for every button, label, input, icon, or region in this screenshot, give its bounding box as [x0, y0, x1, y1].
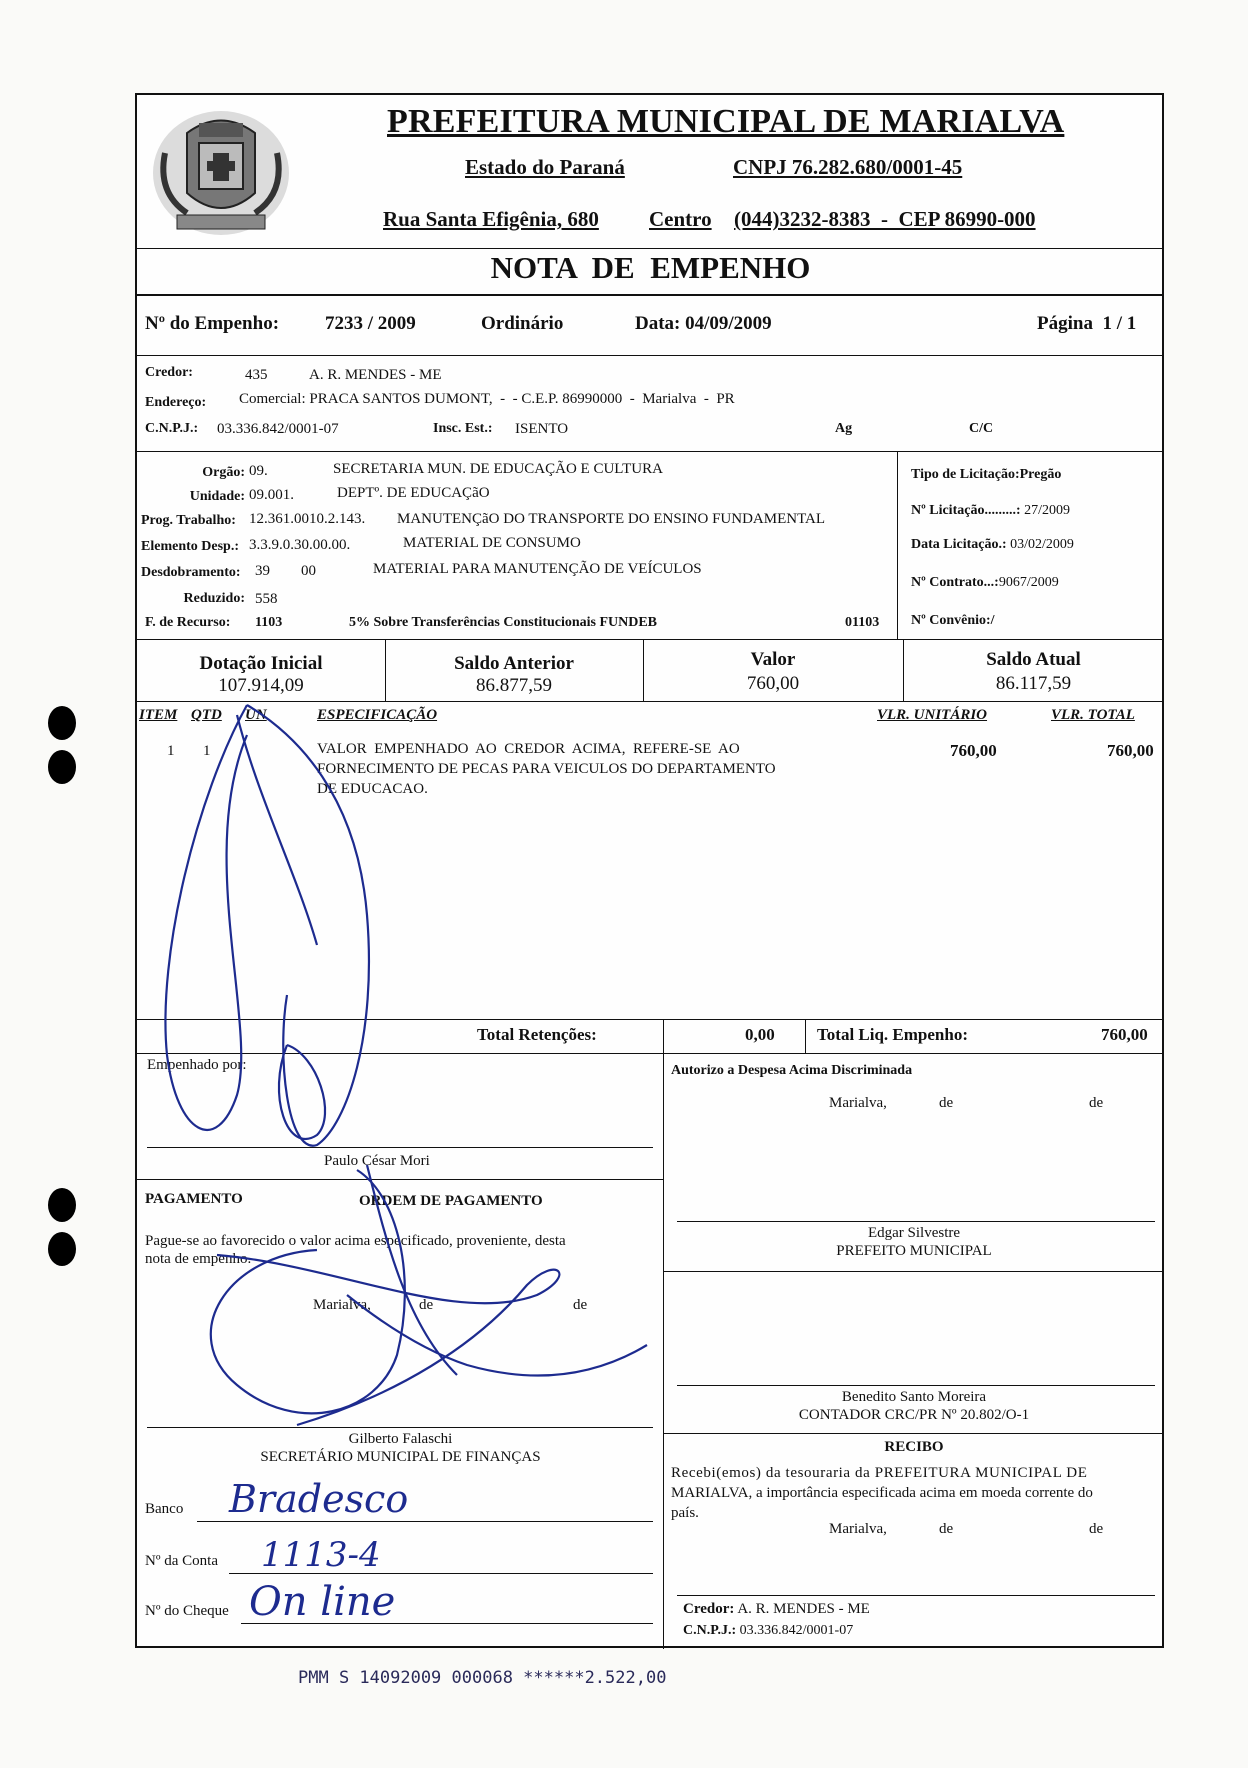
ag-label: Ag — [835, 421, 853, 436]
credor-cnpj: 03.336.842/0001-07 — [217, 421, 339, 437]
orgao-name: SECRETARIA MUN. DE EDUCAÇÃO E CULTURA — [333, 461, 663, 477]
header-cnpj: CNPJ 76.282.680/0001-45 — [733, 155, 963, 179]
pagamento-city: Marialva, — [313, 1297, 371, 1313]
orgao-code: 09. — [249, 463, 268, 479]
data-licitacao-label: Data Licitação.: — [911, 537, 1007, 552]
col-qtd: QTD — [191, 707, 222, 723]
desdobramento-label: Desdobramento: — [141, 565, 241, 580]
reduzido-label: Reduzido: — [183, 591, 245, 606]
contrato-label: Nº Contrato...: — [911, 575, 999, 590]
empenho-type: Ordinário — [481, 313, 564, 334]
punch-hole — [48, 1232, 76, 1266]
elemento-label: Elemento Desp.: — [141, 539, 239, 554]
saldo-atual-value: 86.117,59 — [995, 673, 1072, 694]
recibo-credor-name: A. R. MENDES - ME — [737, 1601, 870, 1617]
convenio: Nº Convênio:/ — [911, 613, 995, 628]
conta-label: Nº da Conta — [145, 1553, 218, 1569]
unidade-code: 09.001. — [249, 487, 294, 503]
punch-hole — [48, 750, 76, 784]
header-phone-cep: (044)3232-8383 - CEP 86990-000 — [734, 207, 1036, 231]
ordem-pagamento-label: ORDEM DE PAGAMENTO — [359, 1193, 543, 1209]
address-label: Endereço: — [145, 395, 207, 410]
valor-value: 760,00 — [746, 673, 800, 694]
recibo-cnpj-label: C.N.P.J.: — [683, 1623, 737, 1638]
autorizo-label: Autorizo a Despesa Acima Discriminada — [671, 1063, 913, 1078]
reduzido-value: 558 — [255, 591, 278, 607]
document-title: NOTA DE EMPENHO — [490, 250, 811, 285]
contador-cargo: CONTADOR CRC/PR Nº 20.802/O-1 — [798, 1407, 1030, 1423]
recibo-text: país. — [671, 1505, 699, 1521]
insc-label: Insc. Est.: — [433, 421, 493, 436]
empenho-number: 7233 / 2009 — [325, 313, 416, 334]
autorizo-de: de — [939, 1095, 954, 1111]
tipo-licitacao: Tipo de Licitação:Pregão — [911, 467, 1062, 482]
dotacao-value: 107.914,09 — [218, 675, 304, 696]
header-street: Rua Santa Efigênia, 680 — [383, 207, 599, 231]
saldo-anterior-value: 86.877,59 — [476, 675, 552, 696]
item-spec-line: VALOR EMPENHADO AO CREDOR ACIMA, REFERE-SE AO — [317, 741, 740, 757]
prog-name: MANUTENÇãO DO TRANSPORTE DO ENSINO FUNDAMENTAL — [397, 511, 826, 527]
credor-code: 435 — [245, 367, 268, 383]
header-state: Estado do Paraná — [465, 155, 625, 179]
pagamento-de: de — [573, 1297, 588, 1313]
desdobramento-sub: 00 — [301, 563, 316, 579]
numero-licitacao-label: Nº Licitação.........: — [911, 503, 1021, 518]
item-spec-line: DE EDUCACAO. — [317, 781, 428, 797]
protocol-stamp: PMM S 14092009 000068 ******2.522,00 — [298, 1668, 667, 1688]
item-number: 1 — [167, 743, 175, 759]
col-spec: ESPECIFICAÇÃO — [317, 707, 438, 723]
credor-label: Credor: — [145, 365, 193, 380]
prog-code: 12.361.0010.2.143. — [249, 511, 366, 527]
prog-label: Prog. Trabalho: — [141, 513, 236, 528]
recibo-de: de — [1089, 1521, 1104, 1537]
pagamento-de: de — [419, 1297, 434, 1313]
col-unit-value: VLR. UNITÁRIO — [877, 707, 988, 723]
valor-label: Valor — [750, 649, 796, 670]
fonte-label: F. de Recurso: — [145, 615, 231, 630]
page-indicator: Página 1 / 1 — [1037, 313, 1137, 334]
cc-label: C/C — [969, 421, 994, 436]
recibo-text: Recebi(emos) da tesouraria da PREFEITURA MUNICIPAL DE — [671, 1465, 1088, 1481]
orgao-label: Orgão: — [202, 465, 245, 480]
fonte-name: 5% Sobre Transferências Constitucionais FUNDEB — [349, 615, 658, 630]
secretario-name: Gilberto Falaschi — [348, 1431, 453, 1447]
punch-hole — [48, 1188, 76, 1222]
total-retencoes-label: Total Retenções: — [477, 1025, 597, 1044]
total-retencoes-value: 0,00 — [745, 1025, 775, 1044]
banco-label: Banco — [145, 1501, 184, 1517]
contador-name: Benedito Santo Moreira — [841, 1389, 987, 1405]
recibo-text: MARIALVA, a importância especificada acima em moeda corrente do — [671, 1485, 1093, 1501]
recibo-title: RECIBO — [884, 1439, 944, 1455]
cheque-label: Nº do Cheque — [145, 1603, 229, 1619]
dotacao-label: Dotação Inicial — [199, 653, 323, 674]
item-qty: 1 — [203, 743, 211, 759]
credor-address: Comercial: PRACA SANTOS DUMONT, - - C.E.P. 86990000 - Marialva - PR — [239, 391, 735, 407]
desdobramento-name: MATERIAL PARA MANUTENÇÃO DE VEÍCULOS — [373, 561, 702, 577]
fonte-code: 1103 — [255, 615, 283, 630]
prefeito-cargo: PREFEITO MUNICIPAL — [836, 1243, 992, 1259]
recibo-city: Marialva, — [829, 1521, 887, 1537]
elemento-name: MATERIAL DE CONSUMO — [403, 535, 581, 551]
fonte-number: 01103 — [845, 615, 880, 630]
unidade-label: Unidade: — [189, 489, 245, 504]
pagamento-text: nota de empenho. — [145, 1251, 252, 1267]
empenhado-por-name: Paulo César Mori — [324, 1153, 430, 1169]
saldo-anterior-label: Saldo Anterior — [454, 653, 574, 674]
insc-value: ISENTO — [515, 421, 569, 437]
desdobramento-code: 39 — [255, 563, 270, 579]
header-district: Centro — [649, 207, 712, 231]
data-licitacao-value: 03/02/2009 — [1010, 537, 1074, 552]
prefeito-name: Edgar Silvestre — [867, 1225, 961, 1241]
total-liquido-value: 760,00 — [1101, 1025, 1148, 1044]
contrato-value: 9067/2009 — [998, 575, 1059, 590]
cnpj-label: C.N.P.J.: — [145, 421, 199, 436]
pagamento-label: PAGAMENTO — [145, 1191, 243, 1207]
col-total-value: VLR. TOTAL — [1051, 707, 1135, 723]
signature-scribbles — [137, 95, 1164, 1648]
conta-handwritten: 1113-4 — [261, 1535, 381, 1575]
secretario-cargo: SECRETÁRIO MUNICIPAL DE FINANÇAS — [260, 1449, 541, 1465]
item-unit-value: 760,00 — [950, 741, 997, 760]
autorizo-city: Marialva, — [829, 1095, 887, 1111]
col-item: ITEM — [139, 707, 178, 723]
item-total-value: 760,00 — [1107, 741, 1154, 760]
nota-empenho-form — [135, 93, 1164, 1648]
recibo-cnpj-value: 03.336.842/0001-07 — [739, 1623, 854, 1638]
empenho-date: Data: 04/09/2009 — [635, 313, 772, 334]
banco-handwritten: Bradesco — [229, 1477, 409, 1521]
numero-licitacao-value: 27/2009 — [1024, 503, 1070, 518]
autorizo-de: de — [1089, 1095, 1104, 1111]
cheque-handwritten: On line — [249, 1579, 396, 1625]
recibo-de: de — [939, 1521, 954, 1537]
empenhado-por-label: Empenhado por: — [147, 1057, 247, 1073]
unidade-name: DEPTº. DE EDUCAÇãO — [337, 485, 490, 501]
col-un: UN — [245, 707, 267, 723]
empenho-number-label: Nº do Empenho: — [145, 313, 280, 334]
saldo-atual-label: Saldo Atual — [986, 649, 1081, 670]
total-liquido-label: Total Liq. Empenho: — [817, 1025, 968, 1044]
pagamento-text: Pague-se ao favorecido o valor acima especificado, proveniente, desta — [145, 1233, 566, 1249]
punch-hole — [48, 706, 76, 740]
item-spec-line: FORNECIMENTO DE PECAS PARA VEICULOS DO DEPARTAMENTO — [317, 761, 776, 777]
header-title: PREFEITURA MUNICIPAL DE MARIALVA — [387, 103, 1065, 140]
credor-name: A. R. MENDES - ME — [309, 367, 442, 383]
elemento-code: 3.3.9.0.30.00.00. — [249, 537, 351, 553]
recibo-credor-label: Credor: — [683, 1601, 735, 1617]
